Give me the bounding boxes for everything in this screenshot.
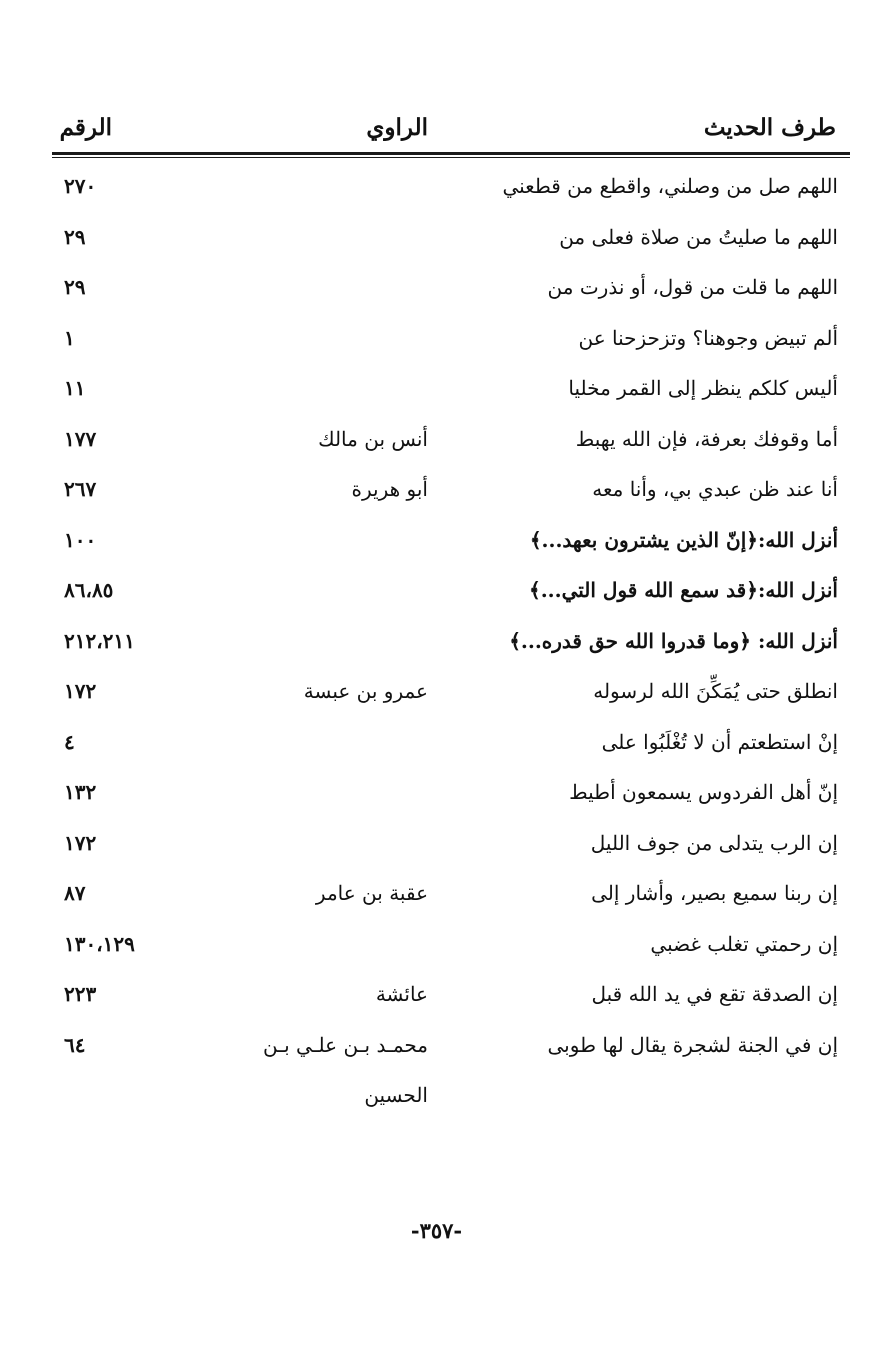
- hadith-text: اللهم صل من وصلني، واقطع من قطعني: [502, 174, 838, 198]
- narrator-name-multiline: [208, 1032, 428, 1108]
- reference-number: ١٣٠،١٢٩: [64, 931, 135, 956]
- reference-number: ٨٧: [64, 881, 86, 905]
- reference-number: ٢٦٧: [64, 477, 97, 501]
- header-divider-thin: [52, 157, 850, 158]
- hadith-text: أما وقوفك بعرفة، فإن الله يهبط: [575, 426, 838, 451]
- hadith-text: إن في الجنة لشجرة يقال لها طوبى: [547, 1032, 838, 1057]
- hadith-text: إن رحمتي تغلب غضبي: [650, 931, 838, 956]
- reference-number: ٨٦،٨٥: [64, 578, 114, 602]
- table-row: [52, 261, 850, 312]
- narrator-name: عائشة: [375, 982, 428, 1006]
- reference-number: ١٠٠: [64, 527, 97, 552]
- header-divider-thick: [52, 152, 850, 155]
- reference-number: ٢٧٠: [64, 174, 97, 198]
- index-table-body: [52, 160, 850, 1119]
- hadith-text: أنزل الله:﴿قد سمع الله قول التي...﴾: [528, 578, 838, 602]
- table-row: [52, 867, 850, 918]
- hadith-text: أنزل الله: ﴿وما قدروا الله حق قدره...﴾: [509, 628, 838, 653]
- narrator-name: عمرو بن عبسة: [303, 679, 428, 703]
- hadith-text: أليس كلكم ينظر إلى القمر مخليا: [568, 376, 838, 400]
- table-row: [52, 665, 850, 716]
- hadith-text: انطلق حتى يُمَكِّنَ الله لرسوله: [593, 679, 838, 703]
- hadith-text: إن ربنا سميع بصير، وأشار إلى: [591, 881, 838, 905]
- hadith-text: إنّ أهل الفردوس يسمعون أطيط: [569, 780, 838, 804]
- narrator-name-continued: الحسين: [364, 1082, 428, 1107]
- narrator-name: عقبة بن عامر: [315, 881, 428, 905]
- reference-number: ١١: [64, 376, 86, 400]
- table-row: [52, 362, 850, 413]
- hadith-text: إن الصدقة تقع في يد الله قبل: [591, 982, 838, 1006]
- reference-number: ٢٢٣: [64, 982, 97, 1006]
- table-row: [52, 968, 850, 1019]
- table-header: [52, 108, 850, 152]
- column-header-hadith: طرف الحديث: [703, 114, 836, 141]
- hadith-text: إنْ استطعتم أن لا تُغْلَبُوا على: [601, 729, 838, 754]
- hadith-text: اللهم ما قلت من قول، أو نذرت من: [547, 275, 838, 299]
- reference-number: ١: [64, 325, 75, 350]
- reference-number: ١٧٢: [64, 830, 97, 855]
- reference-number: ٢١٢،٢١١: [64, 628, 135, 653]
- table-row: [52, 817, 850, 868]
- table-row: [52, 766, 850, 817]
- reference-number: ٢٩: [64, 224, 86, 249]
- hadith-text: أنا عند ظن عبدي بي، وأنا معه: [592, 477, 838, 501]
- table-row: [52, 160, 850, 211]
- table-row: [52, 312, 850, 363]
- hadith-text: أنزل الله:﴿إنّ الذين يشترون بعهد...﴾: [529, 527, 838, 552]
- reference-number: ١٧٢: [64, 679, 97, 703]
- column-header-narrator: الراوي: [366, 114, 428, 141]
- reference-number: ٦٤: [64, 1032, 86, 1057]
- page-number: -٣٥٧-: [410, 1218, 463, 1243]
- table-row: [52, 918, 850, 969]
- hadith-text: ألم تبيض وجوهنا؟ وتزحزحنا عن: [578, 325, 838, 350]
- reference-number: ١٧٧: [64, 426, 97, 451]
- narrator-name: محمـد بـن علـي بـن: [263, 1032, 428, 1057]
- reference-number: ١٣٢: [64, 780, 97, 804]
- table-row: [52, 564, 850, 615]
- reference-number: ٢٩: [64, 275, 86, 299]
- table-row: [52, 1019, 850, 1119]
- table-row: [52, 615, 850, 666]
- table-row: [52, 716, 850, 767]
- table-row: [52, 211, 850, 262]
- reference-number: ٤: [64, 729, 75, 754]
- narrator-name: أنس بن مالك: [318, 426, 428, 451]
- table-row: [52, 514, 850, 565]
- column-header-number: الرقم: [59, 114, 112, 141]
- table-row: [52, 413, 850, 464]
- hadith-text: إن الرب يتدلى من جوف الليل: [590, 830, 838, 855]
- table-row: [52, 463, 850, 514]
- hadith-text: اللهم ما صليتُ من صلاة فعلى من: [559, 224, 838, 249]
- narrator-name: أبو هريرة: [351, 477, 428, 501]
